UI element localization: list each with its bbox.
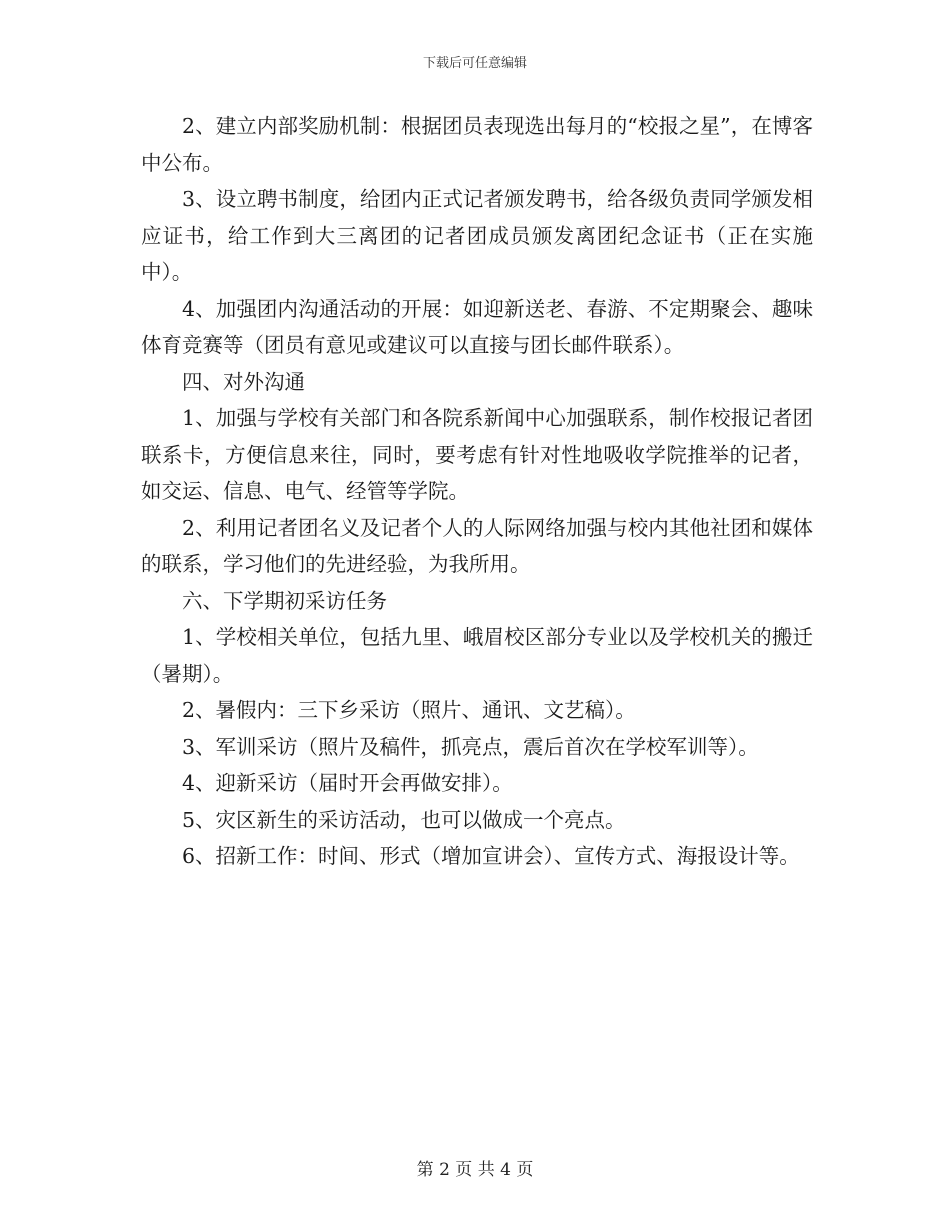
paragraph-task-recruitment: 6、招新工作：时间、形式（增加宣讲会）、宣传方式、海报设计等。 bbox=[182, 844, 800, 868]
paragraph-task-military-training: 3、军训采访（照片及稿件，抓亮点，震后首次在学校军训等）。 bbox=[182, 734, 759, 759]
paragraph-task-welcome: 4、迎新采访（届时开会再做安排）。 bbox=[182, 771, 513, 795]
section-heading-external-communication: 四、对外沟通 bbox=[182, 369, 305, 394]
paragraph-department-contact: 1、加强与学校有关部门和各院系新闻中心加强联系，制作校报记者团联系卡，方便信息来往，同时，要考虑有针对性地吸收学院推举的记者，如交运、信息、电气、经管等学院。 bbox=[141, 406, 813, 503]
section-heading-interview-tasks: 六、下学期初采访任务 bbox=[182, 588, 387, 613]
paragraph-network-media: 2、利用记者团名义及记者个人的人际网络加强与校内其他社团和媒体的联系，学习他们的先进经验，为我所用。 bbox=[141, 515, 813, 576]
page-number: 第 2 页 共 4 页 bbox=[416, 1160, 534, 1180]
paragraph-reward-mechanism: 2、建立内部奖励机制：根据团员表现选出每月的“校报之星”，在博客中公布。 bbox=[141, 114, 813, 175]
paragraph-task-relocation: 1、学校相关单位，包括九里、峨眉校区部分专业以及学校机关的搬迁（暑期）。 bbox=[141, 625, 813, 686]
page-header-note: 下载后可任意编辑 bbox=[422, 56, 527, 71]
document-body bbox=[141, 108, 813, 875]
paragraph-internal-communication: 4、加强团内沟通活动的开展：如迎新送老、春游、不定期聚会、趣味体育竞赛等（团员有意见或建议可以直接与团长邮件联系）。 bbox=[141, 296, 813, 357]
paragraph-certificate-system: 3、设立聘书制度，给团内正式记者颁发聘书，给各级负责同学颁发相应证书，给工作到大三离团的记者团成员颁发离团纪念证书（正在实施中）。 bbox=[141, 187, 813, 284]
paragraph-task-summer: 2、暑假内：三下乡采访（照片、通讯、文艺稿）。 bbox=[182, 698, 636, 722]
paragraph-task-disaster-students: 5、灾区新生的采访活动，也可以做成一个亮点。 bbox=[182, 807, 626, 832]
